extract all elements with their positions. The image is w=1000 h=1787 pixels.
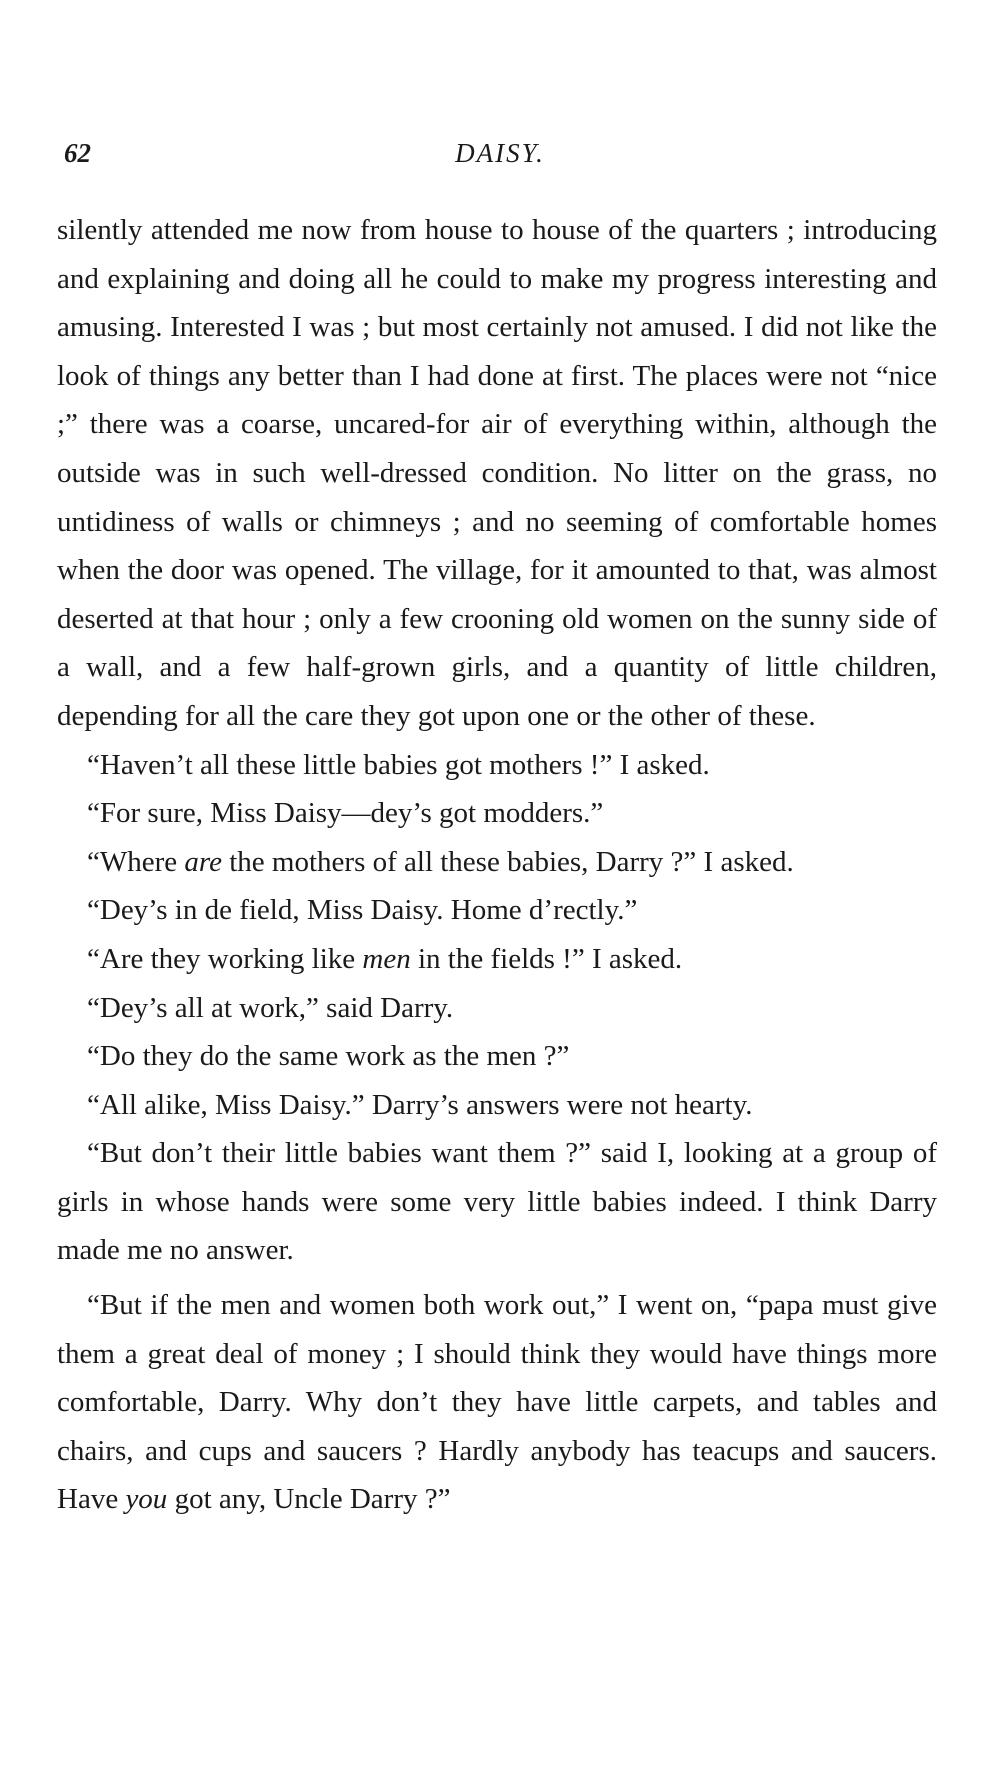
- paragraph: “But if the men and women both work out,” I went on, “papa must give them a great deal of money ; I should think they would have things more comfortable, Darry. Why don’t they have little carpets, and tables and chairs, and cups and saucers ? Hardly anybody has teacups and saucers. Have you got any, Uncle Darry ?”: [57, 1289, 937, 1516]
- paragraph: “Where are the mothers of all these babies, Darry ?” I asked.: [87, 845, 794, 878]
- paragraph: “But don’t their little babies want them ?” said I, looking at a group of girls in whose hands were some very little babies indeed. I think Darry made me no answer.: [57, 1137, 937, 1267]
- emphasis: men: [362, 942, 411, 975]
- paragraph: “Are they working like men in the fields !” I asked.: [87, 942, 683, 975]
- running-title: DAISY.: [455, 138, 545, 168]
- emphasis: are: [184, 845, 222, 878]
- emphasis: you: [125, 1483, 168, 1516]
- paragraph: “Dey’s all at work,” said Darry.: [87, 991, 454, 1024]
- body-text: [57, 206, 937, 1524]
- paragraph: “Do they do the same work as the men ?”: [87, 1040, 570, 1073]
- paragraph: silently attended me now from house to house of the quarters ; introducing and explaining and doing all he could to make my progress interesting and amusing. Interested I was ; but most certainly not amused. I did not like the look of things any better than I had done at first. The places were not “nice ;” there was a coarse, uncared-for air of everything within, although the outside was in such well-dressed condition. No litter on the grass, no untidiness of walls or chimneys ; and no seeming of comfortable homes when the door was opened. The village, for it amounted to that, was almost deserted at that hour ; only a few crooning old women on the sunny side of a wall, and a few half-grown girls, and a quantity of little children, depending for all the care they got upon one or the other of these.: [57, 214, 937, 732]
- paragraph: “All alike, Miss Daisy.” Darry’s answers were not hearty.: [87, 1088, 753, 1121]
- paragraph: “Haven’t all these little babies got mothers !” I asked.: [87, 748, 710, 781]
- paragraph: “Dey’s in de field, Miss Daisy. Home d’rectly.”: [87, 894, 638, 927]
- page-header: [64, 138, 936, 178]
- page-number: 62: [64, 138, 91, 168]
- paragraph: “For sure, Miss Daisy—dey’s got modders.”: [87, 797, 604, 830]
